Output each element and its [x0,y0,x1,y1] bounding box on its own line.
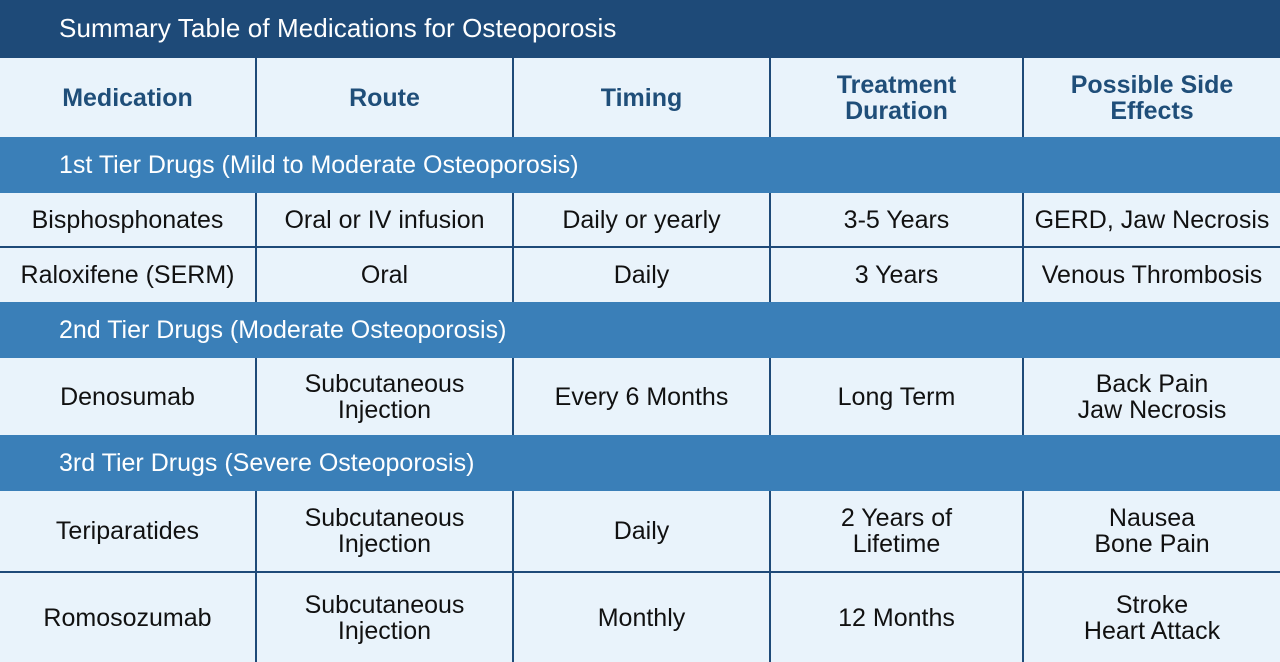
header-side-effects: Possible Side Effects [1070,70,1234,125]
medication-cell: Bisphosphonates [0,193,257,247]
medication-cell: Denosumab [0,358,257,435]
duration-cell: Long Term [771,358,1024,435]
table-row [0,573,1280,662]
route-cell: Subcutaneous Injection [257,573,514,662]
duration-cell: 3-5 Years [771,193,1024,247]
header-route: Route [257,58,514,137]
header-medication: Medication [0,58,257,137]
header-treatment-duration: Treatment Duration [771,58,1024,137]
medication-cell: Romosozumab [0,573,257,662]
timing-cell: Daily or yearly [514,193,771,247]
duration-cell: 3 Years [771,248,1024,302]
table-row [0,193,1280,247]
route-cell: Subcutaneous Injection [257,358,514,435]
route-cell: Subcutaneous Injection [257,491,514,571]
timing-cell: Daily [514,491,771,571]
table-row [0,358,1280,435]
side-effects-cell: Nausea Bone Pain [1094,504,1210,558]
duration-cell: 12 Months [771,573,1024,662]
medication-cell: Teriparatides [0,491,257,571]
side-effects-cell: Back Pain Jaw Necrosis [1077,369,1227,424]
route-cell: Oral [257,248,514,302]
tier-3-header: 3rd Tier Drugs (Severe Osteoporosis) [0,435,1280,491]
table-title: Summary Table of Medications for Osteoporosis [0,0,1280,58]
side-effects-cell: Stroke Heart Attack [1083,590,1221,645]
timing-cell: Monthly [514,573,771,662]
tier-2-header: 2nd Tier Drugs (Moderate Osteoporosis) [0,302,1280,358]
route-cell: Oral or IV infusion [257,193,514,247]
side-effects-cell: GERD, Jaw Necrosis [1034,206,1270,234]
duration-cell: 2 Years of Lifetime [771,491,1024,571]
table-row [0,248,1280,302]
timing-cell: Daily [514,248,771,302]
medication-cell: Raloxifene (SERM) [0,248,257,302]
side-effects-cell: Venous Thrombosis [1041,261,1263,289]
table-header-row [0,58,1280,137]
timing-cell: Every 6 Months [514,358,771,435]
header-timing: Timing [514,58,771,137]
table-row [0,491,1280,571]
tier-1-header: 1st Tier Drugs (Mild to Moderate Osteoporosis) [0,137,1280,193]
